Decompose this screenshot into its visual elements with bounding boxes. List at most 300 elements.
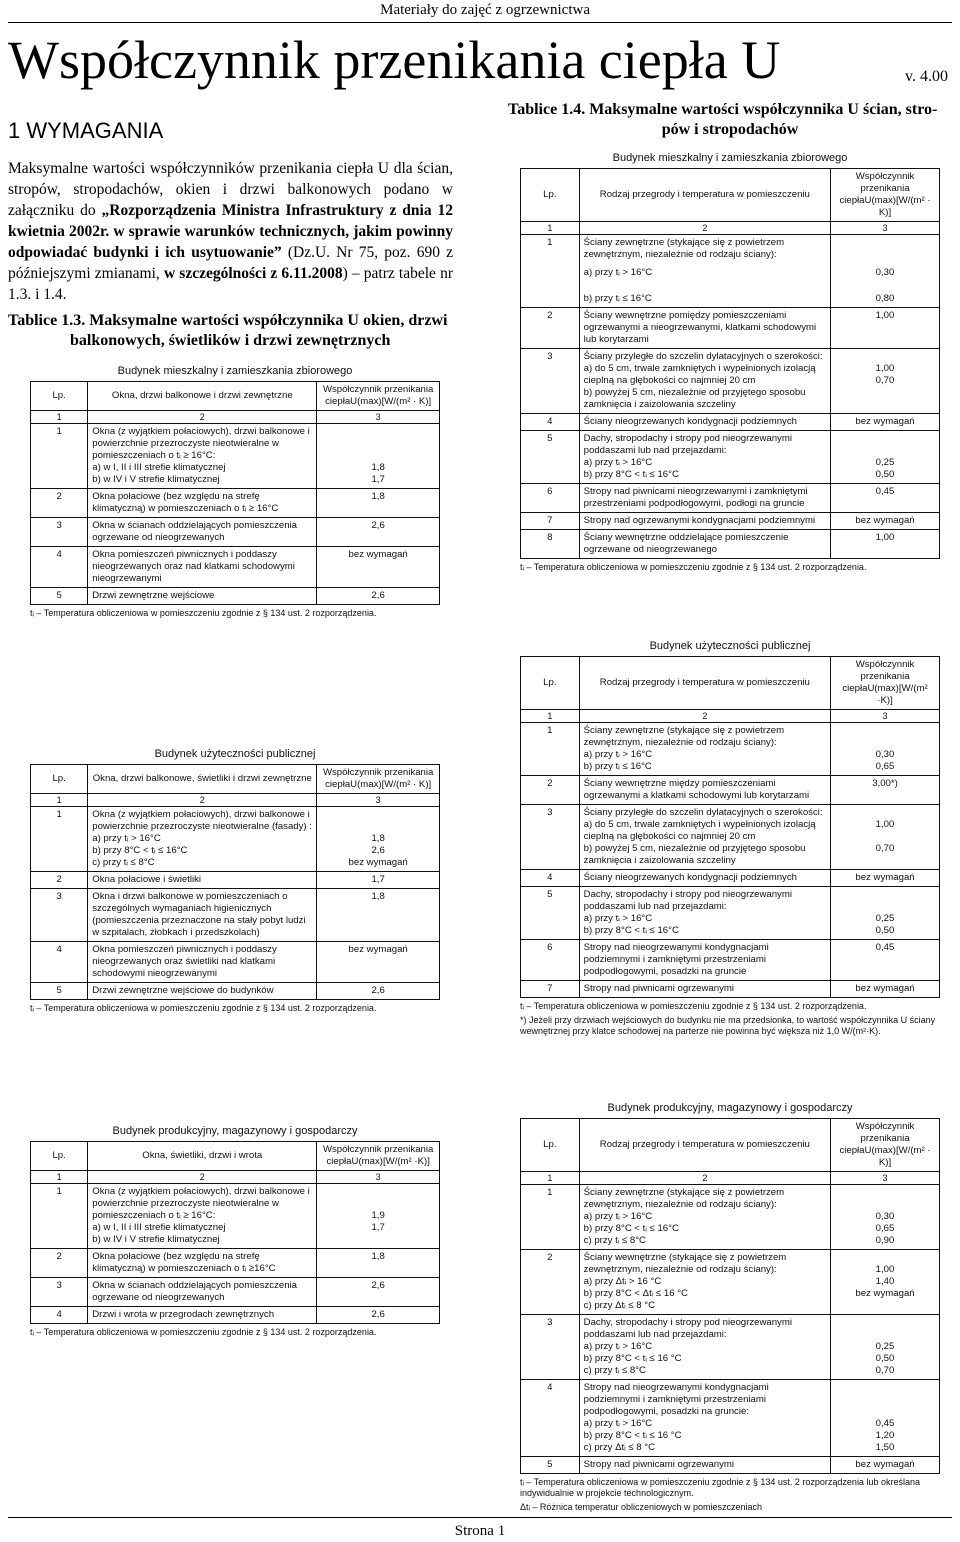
value: 0,80	[875, 293, 895, 304]
u-values-table	[30, 764, 440, 1000]
row-lp: 5	[31, 983, 88, 1000]
building-type-label: Budynek mieszkalny i zamieszkania zbiorowego	[117, 365, 353, 377]
col-lp: Lp.	[31, 1142, 88, 1171]
column-number-row	[31, 794, 440, 807]
col-umax-l2: U(max)	[867, 683, 899, 694]
u-values-table	[520, 168, 940, 559]
table-row	[521, 235, 940, 308]
table-row	[521, 1380, 940, 1457]
row-value: 2,6	[317, 588, 440, 605]
column-number-row	[521, 222, 940, 235]
row-value: 1,8	[317, 1249, 440, 1278]
row-value: 2,6	[317, 983, 440, 1000]
value: 1,00	[875, 819, 895, 830]
row-text: Okna (z wyjątkiem połaciowych), drzwi balkonowe i powierzchnie przezroczyste nieotwieralne w pomieszczeniach o tᵢ ≥ 16°C:	[92, 1186, 310, 1221]
table-windows-industrial	[30, 1125, 440, 1338]
value: 0,50	[875, 469, 895, 480]
table-footnote: tᵢ – Temperatura obliczeniowa w pomieszczeniu zgodnie z § 134 ust. 2 rozporządzenia lub określana indywidualnie w projekcie technologicznym.	[520, 1477, 920, 1498]
col-desc: Rodzaj przegrody i temperatura w pomieszczeniu	[579, 1119, 830, 1172]
row-lp: 5	[31, 588, 88, 605]
col-umax-l3: [W/(m² ·K)]	[877, 683, 928, 706]
col-desc: Rodzaj przegrody i temperatura w pomieszczeniu	[579, 657, 830, 710]
value: 1,50	[875, 1442, 895, 1453]
row-text: Okna (z wyjątkiem połaciowych), drzwi balkonowe i powierzchnie przezroczyste nieotwieralne w pomieszczeniach o tᵢ ≥ 16°C:	[92, 426, 310, 461]
row-sub: b) powyżej 5 cm, niezależnie od przyjętego sposobu zamknięcia i zaizolowania szczeliny	[583, 843, 806, 866]
row-value: 2,6	[317, 1307, 440, 1324]
row-desc: Okna połaciowe i świetliki	[88, 872, 317, 889]
col-umax-l1: Współczynnik przenikania ciepła	[842, 659, 915, 694]
row-value	[317, 1184, 440, 1249]
row-sub: a) w I, II i III strefie klimatycznej	[92, 462, 226, 473]
table-footnote: tᵢ – Temperatura obliczeniowa w pomieszczeniu zgodnie z § 134 ust. 2 rozporządzenia.	[520, 1001, 867, 1011]
table-row	[31, 588, 440, 605]
row-desc: Okna w ścianach oddzielających pomieszczenia ogrzewane od nieogrzewanych	[88, 518, 317, 547]
value: 0,30	[875, 267, 895, 278]
colnum: 2	[88, 794, 317, 807]
row-sub: a) do 5 cm, trwale zamkniętych i wypełnionych izolacją cieplną na głębokości co najmniej 20 cm	[583, 363, 816, 386]
table-row	[521, 530, 940, 559]
table-windows-residential	[30, 365, 440, 619]
intro-text-2: „Rozporządzenia Ministra Infrastruktury z dnia 12 kwietnia 2002r. w sprawie warunków technicznych, jakim powinny odpowiadać budynki i ich usytuowanie”	[8, 202, 453, 261]
row-value	[831, 431, 940, 484]
colnum: 1	[521, 222, 580, 235]
row-value	[831, 1185, 940, 1250]
footer-divider	[8, 1517, 952, 1518]
table-walls-industrial	[520, 1102, 940, 1513]
row-lp: 2	[31, 1249, 88, 1278]
row-value	[317, 424, 440, 489]
table-row	[31, 1249, 440, 1278]
row-lp: 4	[521, 1380, 580, 1457]
row-text: Stropy nad nieogrzewanymi kondygnacjami podziemnymi i zamkniętymi przestrzeniami podpodłogowymi, posadzki na gruncie:	[583, 1382, 769, 1417]
row-desc	[579, 349, 830, 414]
col-lp: Lp.	[521, 1119, 580, 1172]
value: 0,25	[875, 913, 895, 924]
colnum: 3	[317, 794, 440, 807]
row-desc: Okna w ścianach oddzielających pomieszczenia ogrzewane od nieogrzewanych	[88, 1278, 317, 1307]
row-lp: 1	[521, 235, 580, 308]
row-desc	[579, 235, 830, 308]
table-row	[521, 308, 940, 349]
row-value	[831, 723, 940, 776]
col-umax	[317, 765, 440, 794]
value: 1,00	[875, 1264, 895, 1275]
col-umax	[831, 657, 940, 710]
row-value: 2,6	[317, 518, 440, 547]
value: 0,70	[875, 843, 895, 854]
value: 2,6	[371, 845, 385, 856]
row-sub: a) w I, II i III strefie klimatycznej	[92, 1222, 226, 1233]
row-lp: 1	[521, 723, 580, 776]
value: 0,65	[875, 761, 895, 772]
row-lp: 5	[521, 887, 580, 940]
row-text: Ściany przyległe do szczelin dylatacyjnych o szerokości:	[583, 351, 823, 362]
col-umax-l3: [W/(m² · K)]	[381, 779, 432, 790]
table-walls-residential	[520, 152, 940, 573]
col-umax-l3: [W/(m² · K)]	[878, 1145, 931, 1168]
col-umax-l3: [W/(m² ·K)]	[382, 1156, 430, 1167]
value: bez wymagań	[348, 857, 408, 868]
row-lp: 3	[31, 889, 88, 942]
colnum: 2	[579, 222, 830, 235]
row-lp: 7	[521, 981, 580, 998]
row-lp: 3	[31, 518, 88, 547]
intro-text-1: Maksymalne wartości współczynników przenikania ciepła U dla ścian, stropów, stropodachów, okien i drzwi balkonowych podano w załączniku do	[8, 160, 453, 219]
table-row	[31, 518, 440, 547]
row-desc: Stropy nad ogrzewanymi kondygnacjami podziemnymi	[579, 513, 830, 530]
colnum: 3	[831, 710, 940, 723]
table-header-row	[31, 382, 440, 411]
table-row	[521, 805, 940, 870]
table-header-row	[31, 1142, 440, 1171]
row-value: bez wymagań	[831, 414, 940, 431]
table-row	[521, 940, 940, 981]
row-lp: 6	[521, 940, 580, 981]
row-desc: Okna pomieszczeń piwnicznych i poddaszy nieogrzewanych oraz świetliki nad klatkami schodowymi nieogrzewanymi	[88, 942, 317, 983]
row-lp: 1	[31, 1184, 88, 1249]
table-row	[521, 723, 940, 776]
row-lp: 4	[31, 547, 88, 588]
col-umax-l1: Współczynnik przenikania ciepła	[839, 1121, 915, 1156]
col-umax-l1: Współczynnik przenikania ciepła	[839, 171, 915, 206]
value: 1,20	[875, 1430, 895, 1441]
row-desc	[579, 805, 830, 870]
value: 0,25	[875, 1341, 895, 1352]
col-umax-l2: U(max)	[350, 779, 382, 790]
row-value	[831, 1250, 940, 1315]
row-lp: 1	[31, 424, 88, 489]
row-desc	[579, 723, 830, 776]
row-lp: 6	[521, 484, 580, 513]
row-lp: 2	[31, 872, 88, 889]
row-text: Dachy, stropodachy i stropy pod nieogrzewanymi poddaszami lub nad przejazdami:	[583, 889, 792, 912]
row-value: 1,00	[831, 308, 940, 349]
row-desc: Stropy nad nieogrzewanymi kondygnacjami podziemnymi i zamkniętymi przestrzeniami podpodłogowymi, posadzki na gruncie	[579, 940, 830, 981]
col-umax-l3: [W/(m² · K)]	[878, 195, 931, 218]
table-row	[521, 431, 940, 484]
row-desc	[88, 424, 317, 489]
row-desc	[579, 887, 830, 940]
col-desc: Okna, świetliki, drzwi i wrota	[88, 1142, 317, 1171]
table-row	[521, 414, 940, 431]
row-lp: 4	[521, 414, 580, 431]
row-lp: 4	[521, 870, 580, 887]
col-desc: Okna, drzwi balkonowe, świetliki i drzwi zewnętrzne	[88, 765, 317, 794]
table-header-row	[521, 657, 940, 710]
row-value	[831, 1315, 940, 1380]
page-number: Strona 1	[454, 1523, 506, 1539]
col-lp: Lp.	[521, 169, 580, 222]
row-sub: b) powyżej 5 cm, niezależnie od przyjętego sposobu zamknięcia i zaizolowania szczeliny	[583, 387, 806, 410]
row-sub: c) przy tᵢ ≤ 8°C	[92, 857, 155, 868]
table-row	[31, 1184, 440, 1249]
row-sub: b) przy 8°C < tᵢ ≤ 16 °C	[583, 1353, 682, 1364]
row-sub: a) do 5 cm, trwale zamkniętych i wypełnionych izolacją cieplną na głębokości co najmniej 20 cm	[583, 819, 816, 842]
row-value: 0,45	[831, 484, 940, 513]
row-value: 3,00*)	[831, 776, 940, 805]
table-row	[31, 1278, 440, 1307]
table-row	[31, 942, 440, 983]
intro-paragraph	[8, 158, 453, 305]
col-umax-l1: Współczynnik przenikania ciepła	[322, 1144, 434, 1167]
row-value: bez wymagań	[831, 981, 940, 998]
table-row	[31, 889, 440, 942]
row-value	[317, 807, 440, 872]
row-value	[831, 235, 940, 308]
colnum: 2	[88, 1171, 317, 1184]
row-value: 1,00	[831, 530, 940, 559]
row-lp: 3	[521, 1315, 580, 1380]
table-row	[521, 1457, 940, 1474]
intro-text-5: ) – patrz tabele nr 1.3. i 1.4.	[8, 265, 453, 303]
table-footnote: tᵢ – Temperatura obliczeniowa w pomieszczeniu zgodnie z § 134 ust. 2 rozporządzenia.	[30, 1327, 377, 1337]
row-text: Okna (z wyjątkiem połaciowych), drzwi balkonowe i powierzchnie przezroczyste nieotwieralne (fasady) :	[92, 809, 312, 832]
page-title: Współczynnik przenikania ciepła U	[8, 30, 781, 90]
row-sub: a) przy tᵢ > 16°C	[583, 457, 653, 468]
colnum: 1	[31, 794, 88, 807]
row-lp: 3	[521, 805, 580, 870]
table-footnote-star: *) Jeżeli przy drzwiach wejściowych do budynku nie ma przedsionka, to wartość współczynnika U ściany wewnętrznej przy klatce schodowej na parterze nie powinna być większa niż 1,0 W/(m²·K).	[520, 1015, 936, 1036]
row-sub: a) przy tᵢ > 16°C	[583, 1418, 653, 1429]
row-desc: Stropy nad piwnicami nieogrzewanymi i zamkniętymi przestrzeniami podpodłogowymi, podłogi na gruncie	[579, 484, 830, 513]
row-sub: b) przy tᵢ ≤ 16°C	[583, 761, 652, 772]
building-type-label: Budynek użyteczności publicznej	[154, 748, 316, 760]
col-umax-l3: [W/(m² · K)]	[381, 396, 432, 407]
table-row	[31, 547, 440, 588]
row-desc: Drzwi zewnętrzne wejściowe do budynków	[88, 983, 317, 1000]
col-umax	[831, 169, 940, 222]
u-values-table	[30, 1141, 440, 1324]
table-header-row	[521, 1119, 940, 1172]
column-number-row	[31, 411, 440, 424]
value: 1,8	[371, 833, 385, 844]
value: 0,50	[875, 1353, 895, 1364]
colnum: 3	[317, 411, 440, 424]
table-footnote: tᵢ – Temperatura obliczeniowa w pomieszczeniu zgodnie z § 134 ust. 2 rozporządzenia.	[520, 562, 867, 572]
row-desc	[579, 1250, 830, 1315]
table-row	[31, 424, 440, 489]
row-desc: Stropy nad piwnicami ogrzewanymi	[579, 1457, 830, 1474]
caption-line: Tablice 1.4. Maksymalne wartości współczynnika U ścian, stro-	[508, 101, 938, 118]
caption-table-1-4	[508, 100, 952, 140]
row-desc	[88, 807, 317, 872]
value: 0,65	[875, 1223, 895, 1234]
row-value: bez wymagań	[831, 513, 940, 530]
col-umax-l1: Współczynnik przenikania ciepła	[322, 767, 434, 790]
table-walls-public	[520, 640, 940, 1037]
row-value: 2,6	[317, 1278, 440, 1307]
row-sub: b) przy 8°C < Δtᵢ ≤ 16 °C	[583, 1288, 688, 1299]
row-desc	[579, 1380, 830, 1457]
row-lp: 1	[521, 1185, 580, 1250]
col-umax-l1: Współczynnik przenikania ciepła	[322, 384, 434, 407]
colnum: 1	[31, 1171, 88, 1184]
row-lp: 4	[31, 1307, 88, 1324]
table-row	[521, 1250, 940, 1315]
header-divider	[8, 22, 952, 23]
column-number-row	[521, 710, 940, 723]
table-header-row	[31, 765, 440, 794]
row-sub: b) przy 8°C < tᵢ ≤ 16°C	[92, 845, 188, 856]
row-sub: b) przy 8°C < tᵢ ≤ 16°C	[583, 469, 679, 480]
row-text: Ściany wewnętrzne (stykające się z powietrzem zewnętrznym, niezależnie od rodzaju ściany):	[583, 1252, 787, 1275]
row-value: 1,8	[317, 489, 440, 518]
row-value: bez wymagań	[831, 870, 940, 887]
value: 1,8	[371, 462, 385, 473]
table-row	[31, 807, 440, 872]
colnum: 3	[317, 1171, 440, 1184]
column-number-row	[31, 1171, 440, 1184]
row-value: bez wymagań	[831, 1457, 940, 1474]
row-sub: b) przy 8°C < tᵢ ≤ 16°C	[583, 1223, 679, 1234]
table-row	[521, 513, 940, 530]
table-footnote-delta: Δtᵢ – Różnica temperatur obliczeniowych w pomieszczeniach	[520, 1502, 763, 1512]
col-lp: Lp.	[31, 765, 88, 794]
colnum: 2	[579, 1172, 830, 1185]
row-desc	[579, 431, 830, 484]
row-lp: 8	[521, 530, 580, 559]
table-row	[521, 1185, 940, 1250]
row-desc	[579, 1185, 830, 1250]
row-value: bez wymagań	[317, 547, 440, 588]
row-desc: Ściany wewnętrzne pomiędzy pomieszczeniami ogrzewanymi a nieogrzewanymi, klatkami schodowymi lub korytarzami	[579, 308, 830, 349]
header-note: Materiały do zajęć z ogrzewnictwa	[380, 2, 590, 18]
row-desc: Stropy nad piwnicami ogrzewanymi	[579, 981, 830, 998]
intro-text-3: (Dz.U. Nr 75, poz. 690 z późniejszymi zmianami,	[8, 244, 453, 282]
col-desc: Rodzaj przegrody i temperatura w pomieszczeniu	[579, 169, 830, 222]
table-row	[521, 870, 940, 887]
caption-line: pów i stropodachów	[661, 121, 799, 138]
row-desc: Drzwi zewnętrzne wejściowe	[88, 588, 317, 605]
table-row	[521, 1315, 940, 1380]
col-lp: Lp.	[31, 382, 88, 411]
row-text: Ściany zewnętrzne (stykające się z powietrzem zewnętrznym, niezależnie od rodzaju ściany):	[583, 1187, 785, 1210]
row-value: 1,7	[317, 872, 440, 889]
value: 0,30	[875, 1211, 895, 1222]
value: 0,30	[875, 749, 895, 760]
colnum: 1	[31, 411, 88, 424]
row-lp: 2	[521, 308, 580, 349]
value: 0,90	[875, 1235, 895, 1246]
table-row	[521, 776, 940, 805]
row-sub: c) przy tᵢ ≤ 8°C	[583, 1365, 646, 1376]
col-umax-l2: U(max)	[864, 1145, 896, 1156]
row-desc	[579, 1315, 830, 1380]
table-row	[521, 887, 940, 940]
row-sub: a) przy tᵢ > 16°C	[583, 1341, 653, 1352]
table-row	[31, 489, 440, 518]
section-heading: 1 WYMAGANIA	[8, 118, 164, 143]
row-value	[831, 805, 940, 870]
table-row	[521, 349, 940, 414]
value: 0,45	[875, 1418, 895, 1429]
row-lp: 3	[31, 1278, 88, 1307]
row-sub: c) przy Δtᵢ ≤ 8 °C	[583, 1442, 656, 1453]
table-row	[521, 484, 940, 513]
column-number-row	[521, 1172, 940, 1185]
building-type-label: Budynek użyteczności publicznej	[649, 640, 811, 652]
u-values-table	[520, 1118, 940, 1474]
row-value: 1,8	[317, 889, 440, 942]
value: 0,25	[875, 457, 895, 468]
table-windows-public	[30, 748, 440, 1014]
value: 0,70	[875, 1365, 895, 1376]
colnum: 3	[831, 222, 940, 235]
row-lp: 4	[31, 942, 88, 983]
row-desc: Okna pomieszczeń piwnicznych i poddaszy nieogrzewanych oraz nad klatkami schodowymi nieogrzewanymi	[88, 547, 317, 588]
row-sub: b) w IV i V strefie klimatycznej	[92, 474, 220, 485]
row-text: Ściany zewnętrzne (stykające się z powietrzem zewnętrznym, niezależnie od rodzaju ściany):	[583, 237, 785, 260]
value: 1,40	[875, 1276, 895, 1287]
caption-table-1-3	[8, 311, 453, 351]
table-row	[31, 983, 440, 1000]
value: 0,50	[875, 925, 895, 936]
row-sub: b) w IV i V strefie klimatycznej	[92, 1234, 220, 1245]
row-lp: 1	[31, 807, 88, 872]
value: 1,9	[371, 1210, 385, 1221]
row-sub: a) przy tᵢ > 16°C	[92, 833, 161, 844]
row-lp: 2	[521, 1250, 580, 1315]
col-umax	[317, 1142, 440, 1171]
row-desc: Okna i drzwi balkonowe w pomieszczeniach o szczególnych wymaganiach higienicznych (pomieszczenia przeznaczone na stały pobyt ludzi w szpitalach, żłobkach i przedszkolach)	[88, 889, 317, 942]
table-row	[521, 981, 940, 998]
caption-line: balkonowych, świetlików i drzwi zewnętrznych	[70, 332, 391, 349]
row-lp: 2	[521, 776, 580, 805]
row-lp: 5	[521, 431, 580, 484]
intro-text-4: w szczególności z 6.11.2008	[163, 265, 343, 282]
row-desc: Ściany nieogrzewanych kondygnacji podziemnych	[579, 414, 830, 431]
colnum: 2	[88, 411, 317, 424]
row-sub: a) przy Δtᵢ > 16 °C	[583, 1276, 662, 1287]
row-lp: 7	[521, 513, 580, 530]
building-type-label: Budynek mieszkalny i zamieszkania zbiorowego	[612, 152, 848, 164]
row-sub: c) przy tᵢ ≤ 8°C	[583, 1235, 646, 1246]
table-header-row	[521, 169, 940, 222]
table-row	[31, 872, 440, 889]
row-desc: Okna połaciowe (bez względu na strefę klimatyczną) w pomieszczeniach o tᵢ ≥16°C	[88, 1249, 317, 1278]
col-desc: Okna, drzwi balkonowe i drzwi zewnętrzne	[88, 382, 317, 411]
value: 1,00	[875, 363, 895, 374]
row-sub: c) przy Δtᵢ ≤ 8 °C	[583, 1300, 656, 1311]
u-values-table	[520, 656, 940, 998]
row-value	[831, 1380, 940, 1457]
table-footnote: tᵢ – Temperatura obliczeniowa w pomieszczeniu zgodnie z § 134 ust. 2 rozporządzenia.	[30, 608, 377, 618]
row-text: Dachy, stropodachy i stropy pod nieogrzewanymi poddaszami lub nad przejazdami:	[583, 1317, 792, 1340]
building-type-label: Budynek produkcyjny, magazynowy i gospodarczy	[607, 1102, 853, 1114]
row-sub: a) przy tᵢ > 16°C	[583, 267, 653, 278]
row-sub: a) przy tᵢ > 16°C	[583, 1211, 653, 1222]
row-value	[831, 349, 940, 414]
row-desc: Ściany nieogrzewanych kondygnacji podziemnych	[579, 870, 830, 887]
row-text: Ściany zewnętrzne (stykające się z powietrzem zewnętrznym, niezależnie od rodzaju ściany):	[583, 725, 785, 748]
value: bez wymagań	[855, 1288, 915, 1299]
value: 1,7	[371, 474, 385, 485]
row-text: Dachy, stropodachy i stropy pod nieogrzewanymi poddaszami lub nad przejazdami:	[583, 433, 792, 456]
colnum: 1	[521, 1172, 580, 1185]
col-lp: Lp.	[521, 657, 580, 710]
col-umax-l2: U(max)	[864, 195, 896, 206]
col-umax	[831, 1119, 940, 1172]
row-lp: 5	[521, 1457, 580, 1474]
col-umax-l2: U(max)	[351, 1156, 383, 1167]
col-umax-l2: U(max)	[350, 396, 382, 407]
table-footnote: tᵢ – Temperatura obliczeniowa w pomieszczeniu zgodnie z § 134 ust. 2 rozporządzenia.	[30, 1003, 377, 1013]
row-desc: Ściany wewnętrzne między pomieszczeniami ogrzewanymi a klatkami schodowymi lub korytarzami	[579, 776, 830, 805]
row-desc: Okna połaciowe (bez względu na strefę klimatyczną) w pomieszczeniach o tᵢ ≥ 16°C	[88, 489, 317, 518]
row-text: Ściany przyległe do szczelin dylatacyjnych o szerokości:	[583, 807, 823, 818]
row-desc: Ściany wewnętrzne oddzielające pomieszczenie ogrzewane od nieogrzewanego	[579, 530, 830, 559]
building-type-label: Budynek produkcyjny, magazynowy i gospodarczy	[112, 1125, 358, 1137]
